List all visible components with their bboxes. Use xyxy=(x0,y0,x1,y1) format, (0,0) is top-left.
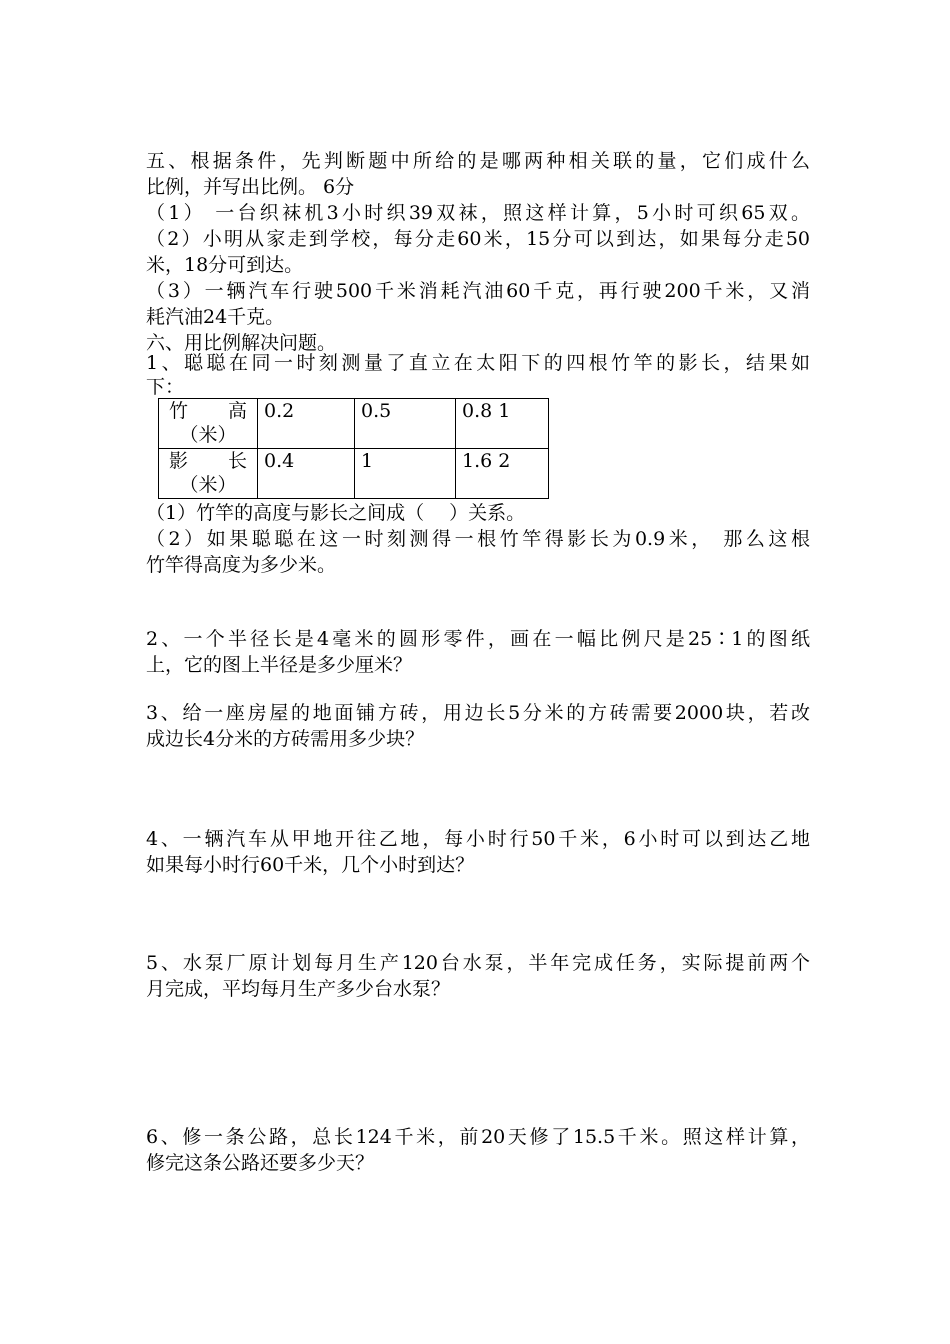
table-header-shadow xyxy=(159,449,258,499)
section5-question3-line1: （3）一辆汽车行驶500千米消耗汽油60千克，再行驶200千米，又消 xyxy=(146,280,810,302)
section5-question1: （1） 一台织袜机3小时织39双袜，照这样计算，5小时可织65双。 xyxy=(146,202,810,224)
table-cell: 1.6 2 xyxy=(456,449,549,499)
header-char: 影 xyxy=(169,450,189,472)
problem6-line1: 6、修一条公路，总长124千米，前20天修了15.5千米。照这样计算， xyxy=(146,1126,810,1148)
table-header-height xyxy=(159,399,258,449)
table-cell: 0.4 xyxy=(258,449,355,499)
section6-title: 六、用比例解决问题。 xyxy=(146,332,337,354)
problem1-question2-line2: 竹竿得高度为多少米。 xyxy=(146,554,337,576)
header-unit: （米） xyxy=(179,424,237,446)
header-unit: （米） xyxy=(179,474,237,496)
table-cell: 0.8 1 xyxy=(456,399,549,449)
table-row-shadow xyxy=(159,449,549,499)
problem4-line2: 如果每小时行60千米，几个小时到达？ xyxy=(146,854,475,876)
problem2-line1: 2、一个半径长是4毫米的圆形零件，画在一幅比例尺是25∶1的图纸 xyxy=(146,628,810,650)
problem6-line2: 修完这条公路还要多少天？ xyxy=(146,1152,375,1174)
problem2-line2: 上，它的图上半径是多少厘米？ xyxy=(146,654,413,676)
problem1-line2: 下： xyxy=(146,376,185,398)
section5-question3-line2: 耗汽油24千克。 xyxy=(146,306,285,328)
problem4-line1: 4、一辆汽车从甲地开往乙地，每小时行50千米，6小时可以到达乙地 xyxy=(146,828,810,850)
table-cell: 0.5 xyxy=(355,399,456,449)
table-cell: 0.2 xyxy=(258,399,355,449)
problem1-question1: （1）竹竿的高度与影长之间成（ ）关系。 xyxy=(146,502,526,524)
header-char: 长 xyxy=(227,450,247,472)
section5-title-line2: 比例，并写出比例。 6分 xyxy=(146,176,355,198)
problem1-question2-line1: （2）如果聪聪在这一时刻测得一根竹竿得影长为0.9米， 那么这根 xyxy=(146,528,810,550)
table-cell: 1 xyxy=(355,449,456,499)
problem3-line1: 3、给一座房屋的地面铺方砖，用边长5分米的方砖需要2000块，若改 xyxy=(146,702,810,724)
problem5-line1: 5、水泵厂原计划每月生产120台水泵，半年完成任务，实际提前两个 xyxy=(146,952,810,974)
section5-title-line1: 五、根据条件，先判断题中所给的是哪两种相关联的量，它们成什么 xyxy=(146,150,810,172)
problem1-line1: 1、聪聪在同一时刻测量了直立在太阳下的四根竹竿的影长，结果如 xyxy=(146,352,810,374)
table-row-height xyxy=(159,399,549,449)
bamboo-shadow-table xyxy=(158,398,549,499)
section5-question2-line2: 米，18分可到达。 xyxy=(146,254,304,276)
problem3-line2: 成边长4分米的方砖需用多少块？ xyxy=(146,728,425,750)
header-char: 竹 xyxy=(169,400,189,422)
header-char: 高 xyxy=(227,400,247,422)
problem5-line2: 月完成，平均每月生产多少台水泵？ xyxy=(146,978,451,1000)
section5-question2-line1: （2）小明从家走到学校，每分走60米，15分可以到达，如果每分走50 xyxy=(146,228,810,250)
